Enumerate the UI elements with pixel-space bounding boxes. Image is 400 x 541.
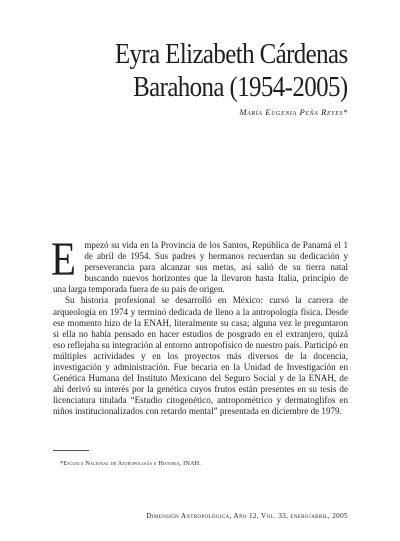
title-line-1: Eyra Elizabeth Cárdenas: [115, 38, 348, 70]
footnote-rule: [53, 450, 89, 451]
journal-footer: Dimensión Antropológica, Año 12, Vol. 33, enero/abril, 2005: [146, 512, 348, 520]
title-line-2: Barahona (1954-2005): [133, 71, 348, 103]
drop-cap: E: [51, 233, 76, 286]
paragraph-1: [51, 233, 348, 295]
article-body: [51, 233, 348, 418]
article-title: [115, 38, 348, 104]
paragraph-2: Su historia profesional se desarrolló en México: cursó la carrera de arqueología en 1974 y terminó dedicada de lleno a la antropología física. Desde ese momento hizo de la ENAH, literalmente su casa; alguna vez le preguntaron si ella no había pensado en hacer estudios de posgrado en el extranjero, quizá eso reflejaba su integración al entorno antropofísico de nuestro país. Participó en múltiples actividades y en los proyectos más diversos de la docencia, investigación y administración. Fue becaria en la Unidad de Investigación en Genética Humana del Instituto Mexicano del Seguro Social y de la ENAH, de ahí derivó su interés por la genética cuyos frutos están presentes en su tesis de licenciatura titulada “Estudio citogenético, antropométrico y dermatoglifos en niños institucionalizados con retardo mental” presentada en diciembre de 1979.: [53, 295, 348, 417]
footnote: *Escuela Nacional de Antropología e Historia, INAH.: [60, 460, 201, 467]
paragraph-1-text: mpezó su vida en la Provincia de los Santos, República de Panamá el 1 de abril de 1954. Sus padres y hermanos recuerdan su dedicación y perseverancia para alcanzar sus metas, así salió de su tierra natal buscando nuevos horizontes que la llevaron hasta Italia, principio de una larga temporada fuera de su país de origen.: [53, 240, 348, 295]
author-name: María Eugenia Peña Reyes*: [239, 107, 348, 117]
